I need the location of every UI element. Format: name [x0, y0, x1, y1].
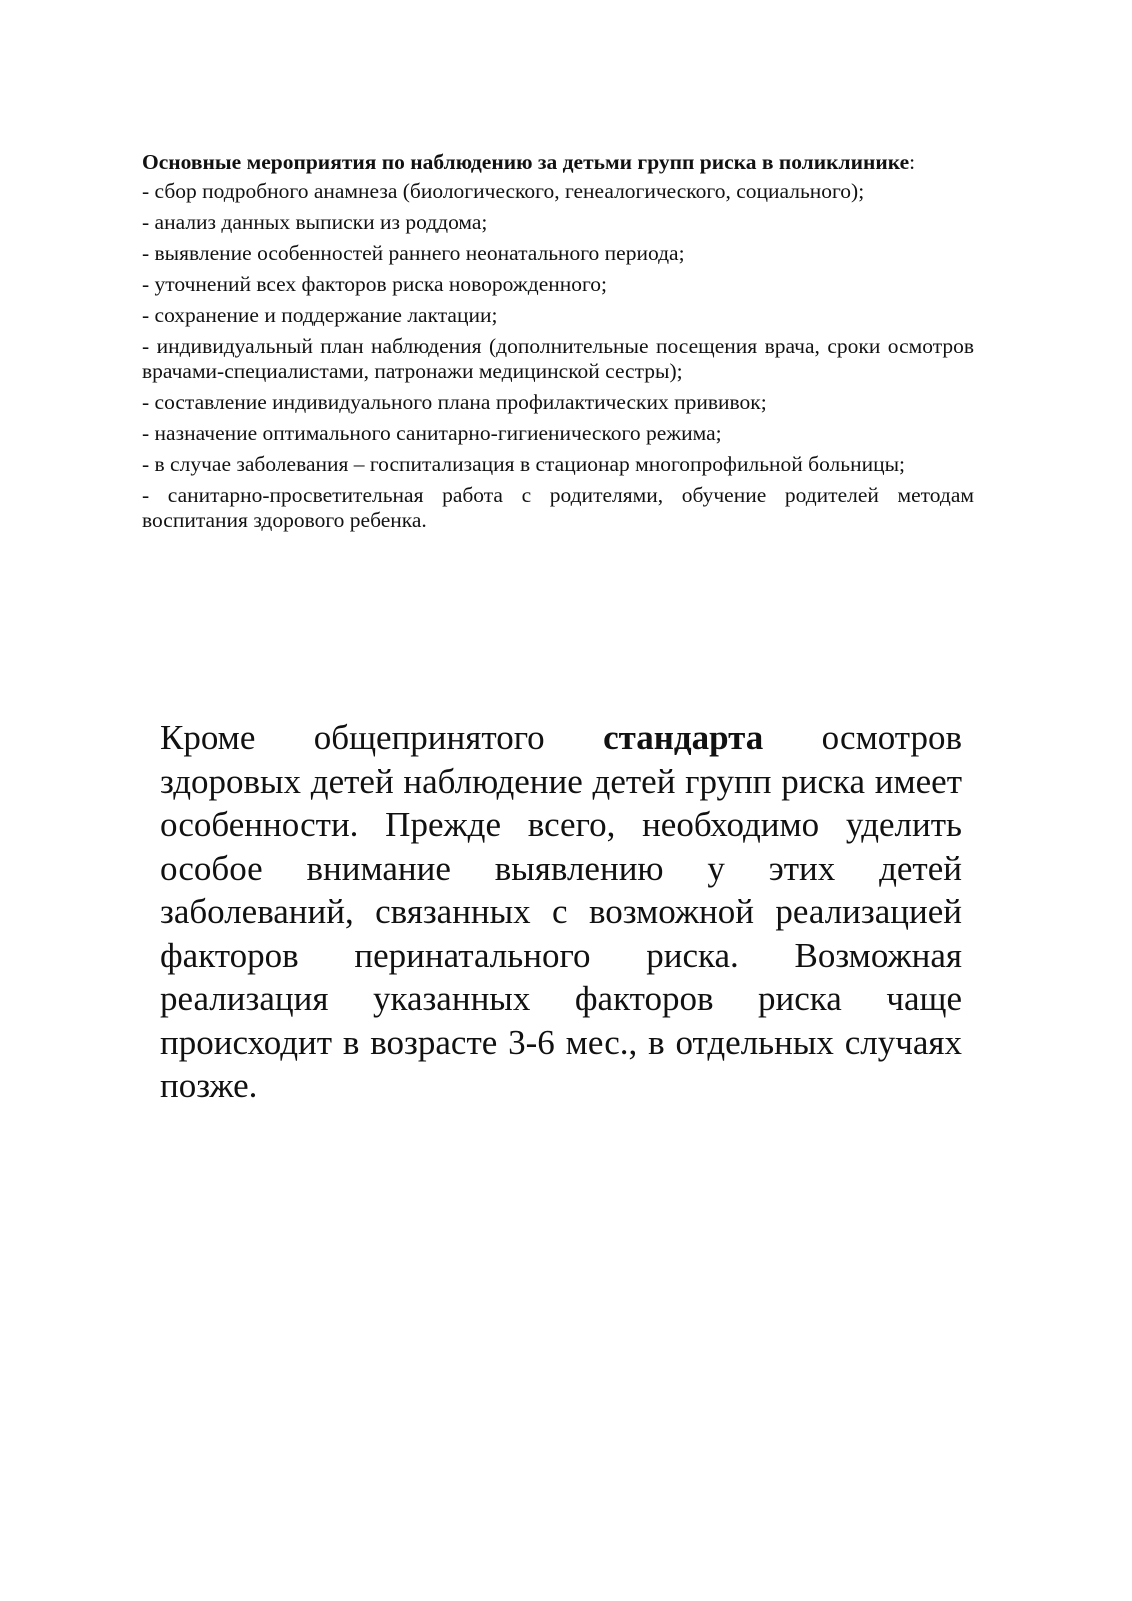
- paragraph-text-before: Кроме общепринятого: [160, 718, 604, 757]
- list-item: - сохранение и поддержание лактации;: [142, 303, 498, 327]
- list-item: - назначение оптимального санитарно-гигиенического режима;: [142, 421, 722, 445]
- list-item: - в случае заболевания – госпитализация в стационар многопрофильной больницы;: [142, 452, 906, 476]
- list-item: - санитарно-просветительная работа с родителями, обучение родителей методам воспитания здорового ребенка.: [142, 483, 974, 532]
- risk-group-measures-section: [142, 150, 974, 539]
- list-item: - уточнений всех факторов риска новорожденного;: [142, 272, 608, 296]
- section-heading-colon: :: [909, 150, 916, 174]
- list-item: - сбор подробного анамнеза (биологического, генеалогического, социального);: [142, 179, 865, 203]
- paragraph-text-after: осмотров здоровых детей наблюдение детей групп риска имеет особенности. Прежде всего, необходимо уделить особое внимание выявлению у этих детей заболеваний, связанных с возможной реализацией факторов перинатального риска. Возможная реализация указанных факторов риска чаще происходит в возрасте 3-6 мес., в отдельных случаях позже.: [160, 718, 963, 1105]
- section-heading: [142, 150, 974, 175]
- section-heading-bold: Основные мероприятия по наблюдению за детьми групп риска в поликлинике: [142, 150, 910, 174]
- measures-list: [142, 179, 974, 533]
- list-item: - индивидуальный план наблюдения (дополнительные посещения врача, сроки осмотров врачами-специалистами, патронажи медицинской сестры);: [142, 334, 974, 383]
- body-paragraph: [160, 716, 962, 1108]
- list-item: - анализ данных выписки из роддома;: [142, 210, 488, 234]
- list-item: - составление индивидуального плана профилактических прививок;: [142, 390, 767, 414]
- paragraph-text-bold: стандарта: [603, 718, 764, 757]
- list-item: - выявление особенностей раннего неонатального периода;: [142, 241, 685, 265]
